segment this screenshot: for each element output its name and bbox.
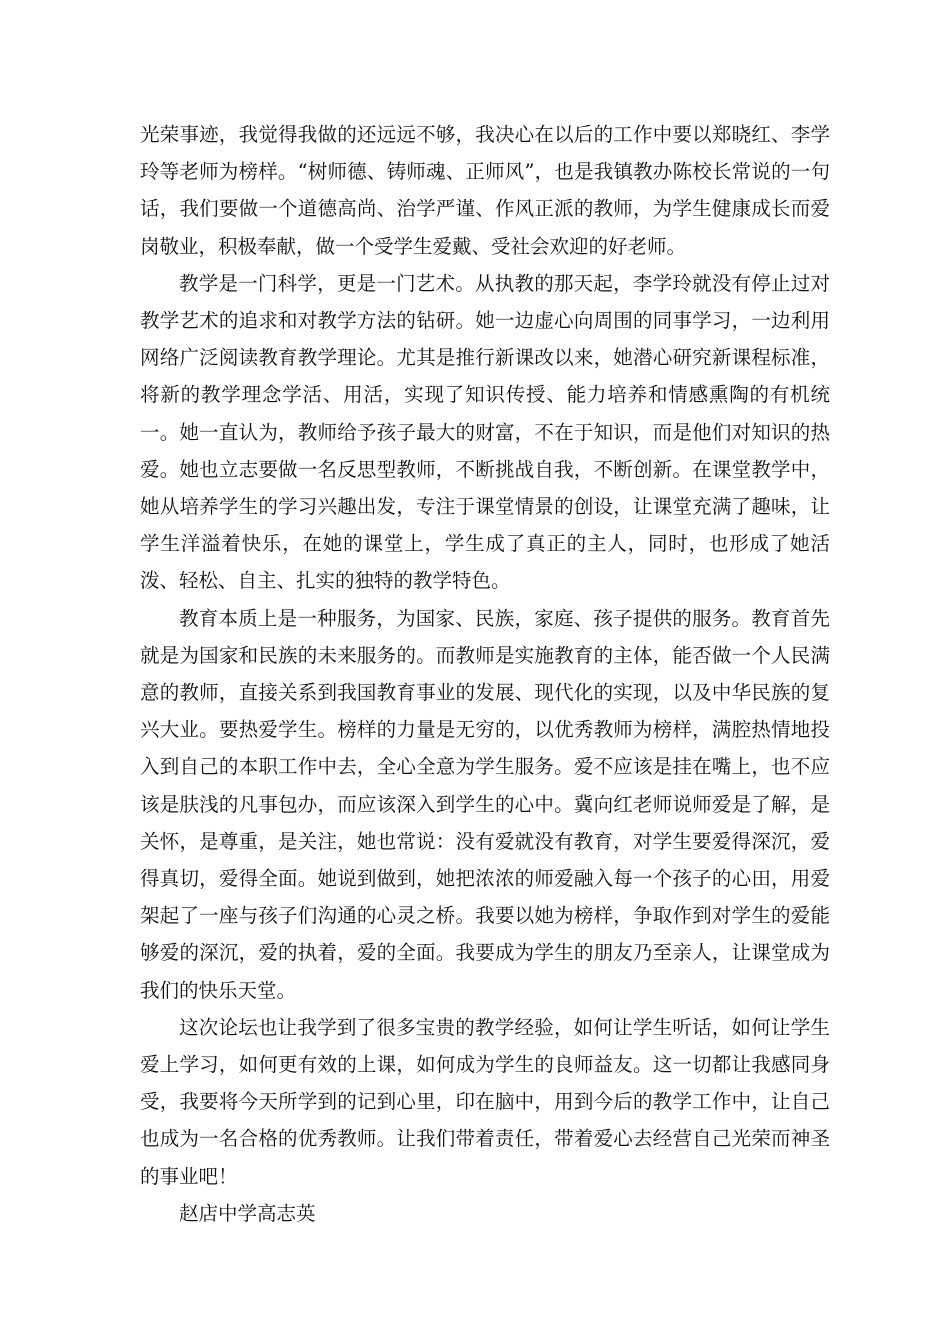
author-signature: 赵店中学高志英 [179, 1201, 316, 1225]
paragraph-education-service: 教育本质上是一种服务，为国家、民族，家庭、孩子提供的服务。教育首先就是为国家和民族的未来服务的。而教师是实施教育的主体，能否做一个人民满意的教师，直接关系到我国教育事业的发展、现代化的实现，以及中华民族的复兴大业。要热爱学生。榜样的力量是无穷的，以优秀教师为榜样，满腔热情地投入到自己的本职工作中去，全心全意为学生服务。爱不应该是挂在嘴上，也不应该是肤浅的凡事包办，而应该深入到学生的心中。冀向红老师说师爱是了解，是关怀，是尊重，是关注，她也常说：没有爱就没有教育，对学生要爱得深沉，爱得真切，爱得全面。她说到做到，她把浓浓的师爱融入每一个孩子的心田，用爱架起了一座与孩子们沟通的心灵之桥。我要以她为榜样，争取作到对学生的爱能够爱的深沉，爱的执着，爱的全面。我要成为学生的朋友乃至亲人，让课堂成为我们的快乐天堂。 [140, 606, 830, 1002]
paragraph-continuation: 光荣事迹，我觉得我做的还远远不够，我决心在以后的工作中要以郑晓红、李学玲等老师为榜样。“树师德、铸师魂、正师风”，也是我镇教办陈校长常说的一句话，我们要做一个道德高尚、治学严谨、作风正派的教师，为学生健康成长而爱岗敬业，积极奉献，做一个受学生爱戴、受社会欢迎的好老师。 [140, 123, 830, 258]
document-page [140, 116, 830, 1232]
paragraph-forum-reflection: 这次论坛也让我学到了很多宝贵的教学经验，如何让学生听话，如何让学生爱上学习，如何更有效的上课，如何成为学生的良师益友。这一切都让我感同身受，我要将今天所学到的记到心里，印在脑中，用到今后的教学工作中，让自己也成为一名合格的优秀教师。让我们带着责任，带着爱心去经营自己光荣而神圣的事业吧！ [140, 1015, 830, 1188]
paragraph-teaching-art: 教学是一门科学，更是一门艺术。从执教的那天起，李学玲就没有停止过对教学艺术的追求和对教学方法的钻研。她一边虚心向周围的同事学习，一边利用网络广泛阅读教育教学理论。尤其是推行新课改以来，她潜心研究新课程标准，将新的教学理念学活、用活，实现了知识传授、能力培养和情感熏陶的有机统一。她一直认为，教师给予孩子最大的财富，不在于知识，而是他们对知识的热爱。她也立志要做一名反思型教师，不断挑战自我，不断创新。在课堂教学中，她从培养学生的学习兴趣出发，专注于课堂情景的创设，让课堂充满了趣味，让学生洋溢着快乐，在她的课堂上，学生成了真正的主人，同时，也形成了她活泼、轻松、自主、扎实的独特的教学特色。 [140, 271, 830, 593]
